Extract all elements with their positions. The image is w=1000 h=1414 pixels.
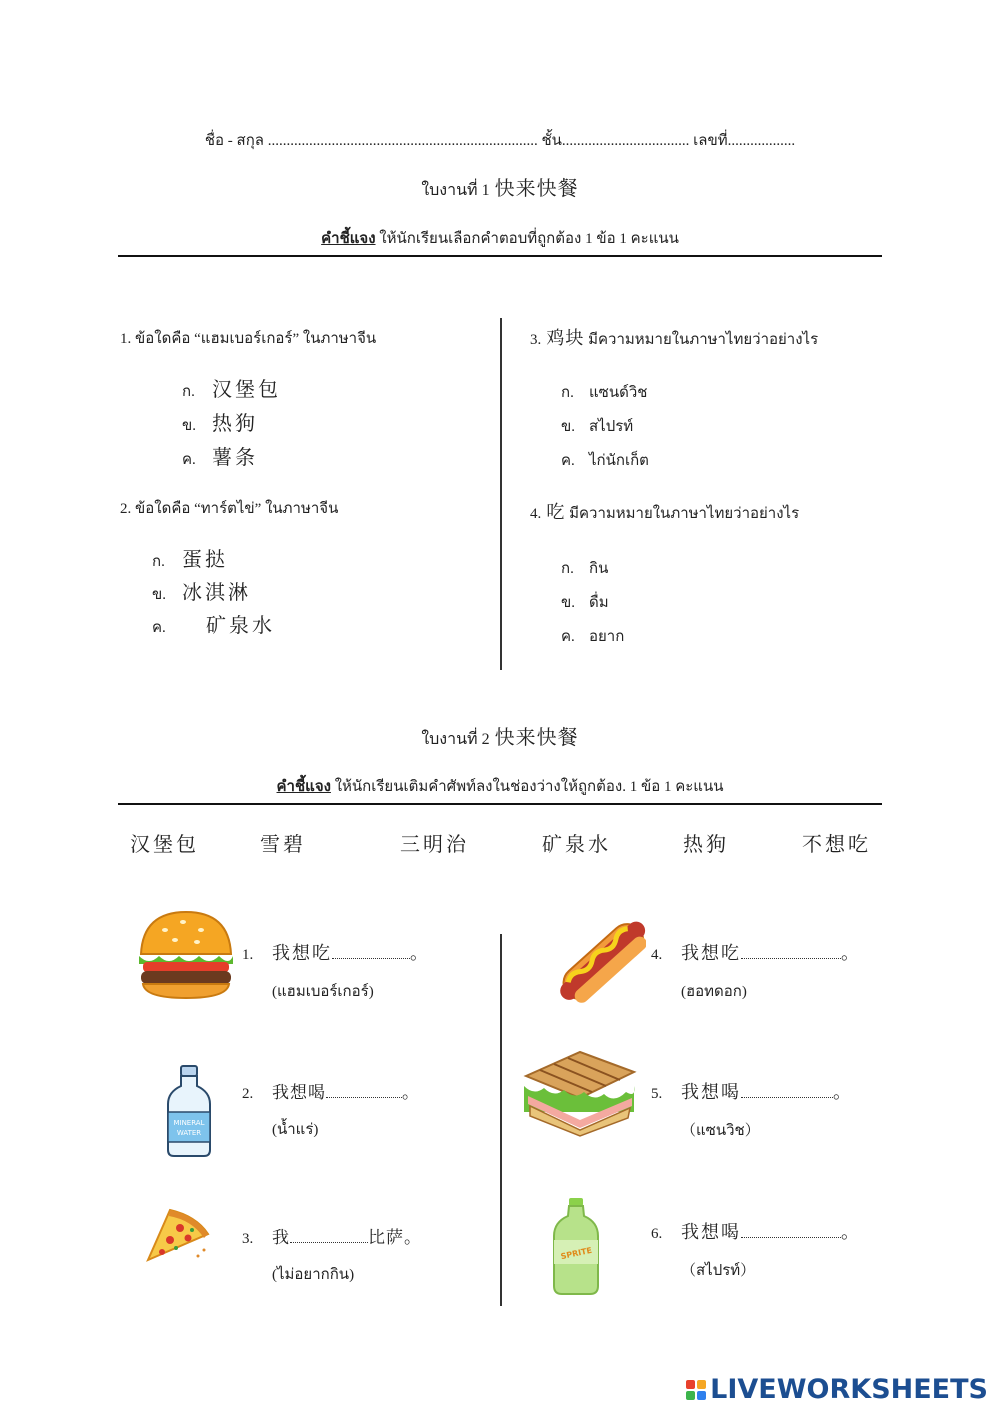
column-divider (500, 318, 502, 670)
worksheet-2-title: ใบงานที่ 2 快来快餐 (421, 725, 579, 749)
option[interactable]: ก. 汉堡包 (182, 377, 281, 401)
option[interactable]: ก. กิน (561, 561, 609, 577)
answer-blank[interactable] (332, 944, 410, 959)
worksheet-1-title-cn: 快来快餐 (494, 176, 579, 200)
question-4-prompt: 4. 吃 มีความหมายในภาษาไทยว่าอย่างไร (530, 502, 800, 523)
worksheet-2-instruction (0, 774, 1000, 798)
hint: （สไปรท์） (681, 1263, 756, 1279)
question-3-options (561, 380, 649, 482)
option[interactable]: ค. อยาก (561, 629, 625, 645)
svg-text:MINERAL: MINERAL (173, 1119, 205, 1127)
hint: (แฮมเบอร์เกอร์) (272, 984, 374, 1000)
hint: (ไม่อยากกิน) (272, 1267, 355, 1283)
word-bank-item: 热狗 (683, 832, 729, 856)
word-bank-item: 雪碧 (260, 832, 306, 856)
fill-item-4: 4. 我想吃 。 (ฮอทดอก) (651, 939, 862, 1003)
instruction-text: ให้นักเรียนเลือกคำตอบที่ถูกต้อง 1 ข้อ 1 คะแนน (375, 231, 679, 247)
option[interactable]: ข. 冰淇淋 (152, 580, 251, 604)
option[interactable]: ข. ดื่ม (561, 595, 609, 611)
hotdog-image (558, 914, 646, 1006)
question-3-prompt: 3. 鸡块 มีความหมายในภาษาไทยว่าอย่างไร (530, 328, 819, 349)
water-bottle-image (164, 1064, 214, 1158)
divider (118, 255, 882, 257)
answer-blank[interactable] (290, 1228, 368, 1243)
fill-item-3: 3. 我 比萨。 (ไม่อยากกิน) (242, 1223, 422, 1286)
svg-text:WATER: WATER (176, 1129, 202, 1137)
fill-item-6: 6. 我想喝 。 （สไปรท์） (651, 1218, 862, 1282)
liveworksheets-logo[interactable] (686, 1374, 988, 1405)
question-2-options (152, 543, 275, 642)
option[interactable]: ข. 热狗 (182, 411, 258, 435)
option[interactable]: ค. 矿泉水 (152, 613, 275, 637)
worksheet-1-title (0, 172, 1000, 203)
hint: （แซนวิช） (681, 1123, 760, 1139)
fill-item-1: 1. 我想吃 。 (แฮมเบอร์เกอร์) (242, 939, 431, 1003)
fill-item-2: 2. 我想喝 。 (น้ำแร่) (242, 1078, 422, 1141)
instruction-label: คำชี้แจง (276, 779, 331, 795)
word-bank-item: 矿泉水 (542, 832, 611, 856)
column-divider (500, 934, 502, 1306)
question-1-prompt: 1. ข้อใดคือ “แฮมเบอร์เกอร์” ในภาษาจีน (120, 331, 377, 347)
fill-item-5: 5. 我想喝 。 （แซนวิช） (651, 1078, 854, 1142)
svg-text:SPRITE: SPRITE (559, 1245, 593, 1262)
answer-blank[interactable] (741, 944, 841, 959)
hamburger-image (135, 908, 237, 1002)
worksheet-1-instruction (0, 226, 1000, 250)
divider (118, 803, 882, 805)
option[interactable]: ข. สไปรท์ (561, 419, 634, 435)
word-bank-item: 三明治 (400, 832, 469, 856)
answer-blank[interactable] (326, 1083, 402, 1098)
word-bank-item: 不想吃 (802, 832, 871, 856)
option[interactable]: ค. ไก่นักเก็ต (561, 453, 649, 469)
name-line: ชื่อ - สกุล ........................................................................ ชั้น.................................. เลขที่.................. (204, 133, 796, 149)
option[interactable]: ค. 薯条 (182, 445, 258, 469)
answer-blank[interactable] (741, 1083, 833, 1098)
option[interactable]: ก. แซนด์วิช (561, 385, 648, 401)
worksheet-1-title-th: ใบงานที่ 1 (421, 182, 490, 199)
answer-blank[interactable] (741, 1223, 841, 1238)
hint: (น้ำแร่) (272, 1122, 319, 1138)
option[interactable]: ก. 蛋挞 (152, 547, 228, 571)
hint: (ฮอทดอก) (681, 984, 747, 1000)
pizza-image (140, 1206, 212, 1268)
sandwich-image (520, 1046, 638, 1138)
question-4-options (561, 556, 624, 658)
logo-mark-icon (686, 1380, 706, 1400)
question-2-prompt: 2. ข้อใดคือ “ทาร์ตไข่” ในภาษาจีน (120, 501, 339, 517)
question-1-options (182, 373, 281, 475)
instruction-label: คำชี้แจง (321, 231, 376, 247)
instruction-text: ให้นักเรียนเติมคำศัพท์ลงในช่องว่างให้ถูกต้อง. 1 ข้อ 1 คะแนน (330, 779, 724, 795)
sprite-bottle-image (550, 1196, 602, 1296)
logo-text: LIVEWORKSHEETS (710, 1374, 988, 1405)
word-bank-item: 汉堡包 (130, 832, 199, 856)
